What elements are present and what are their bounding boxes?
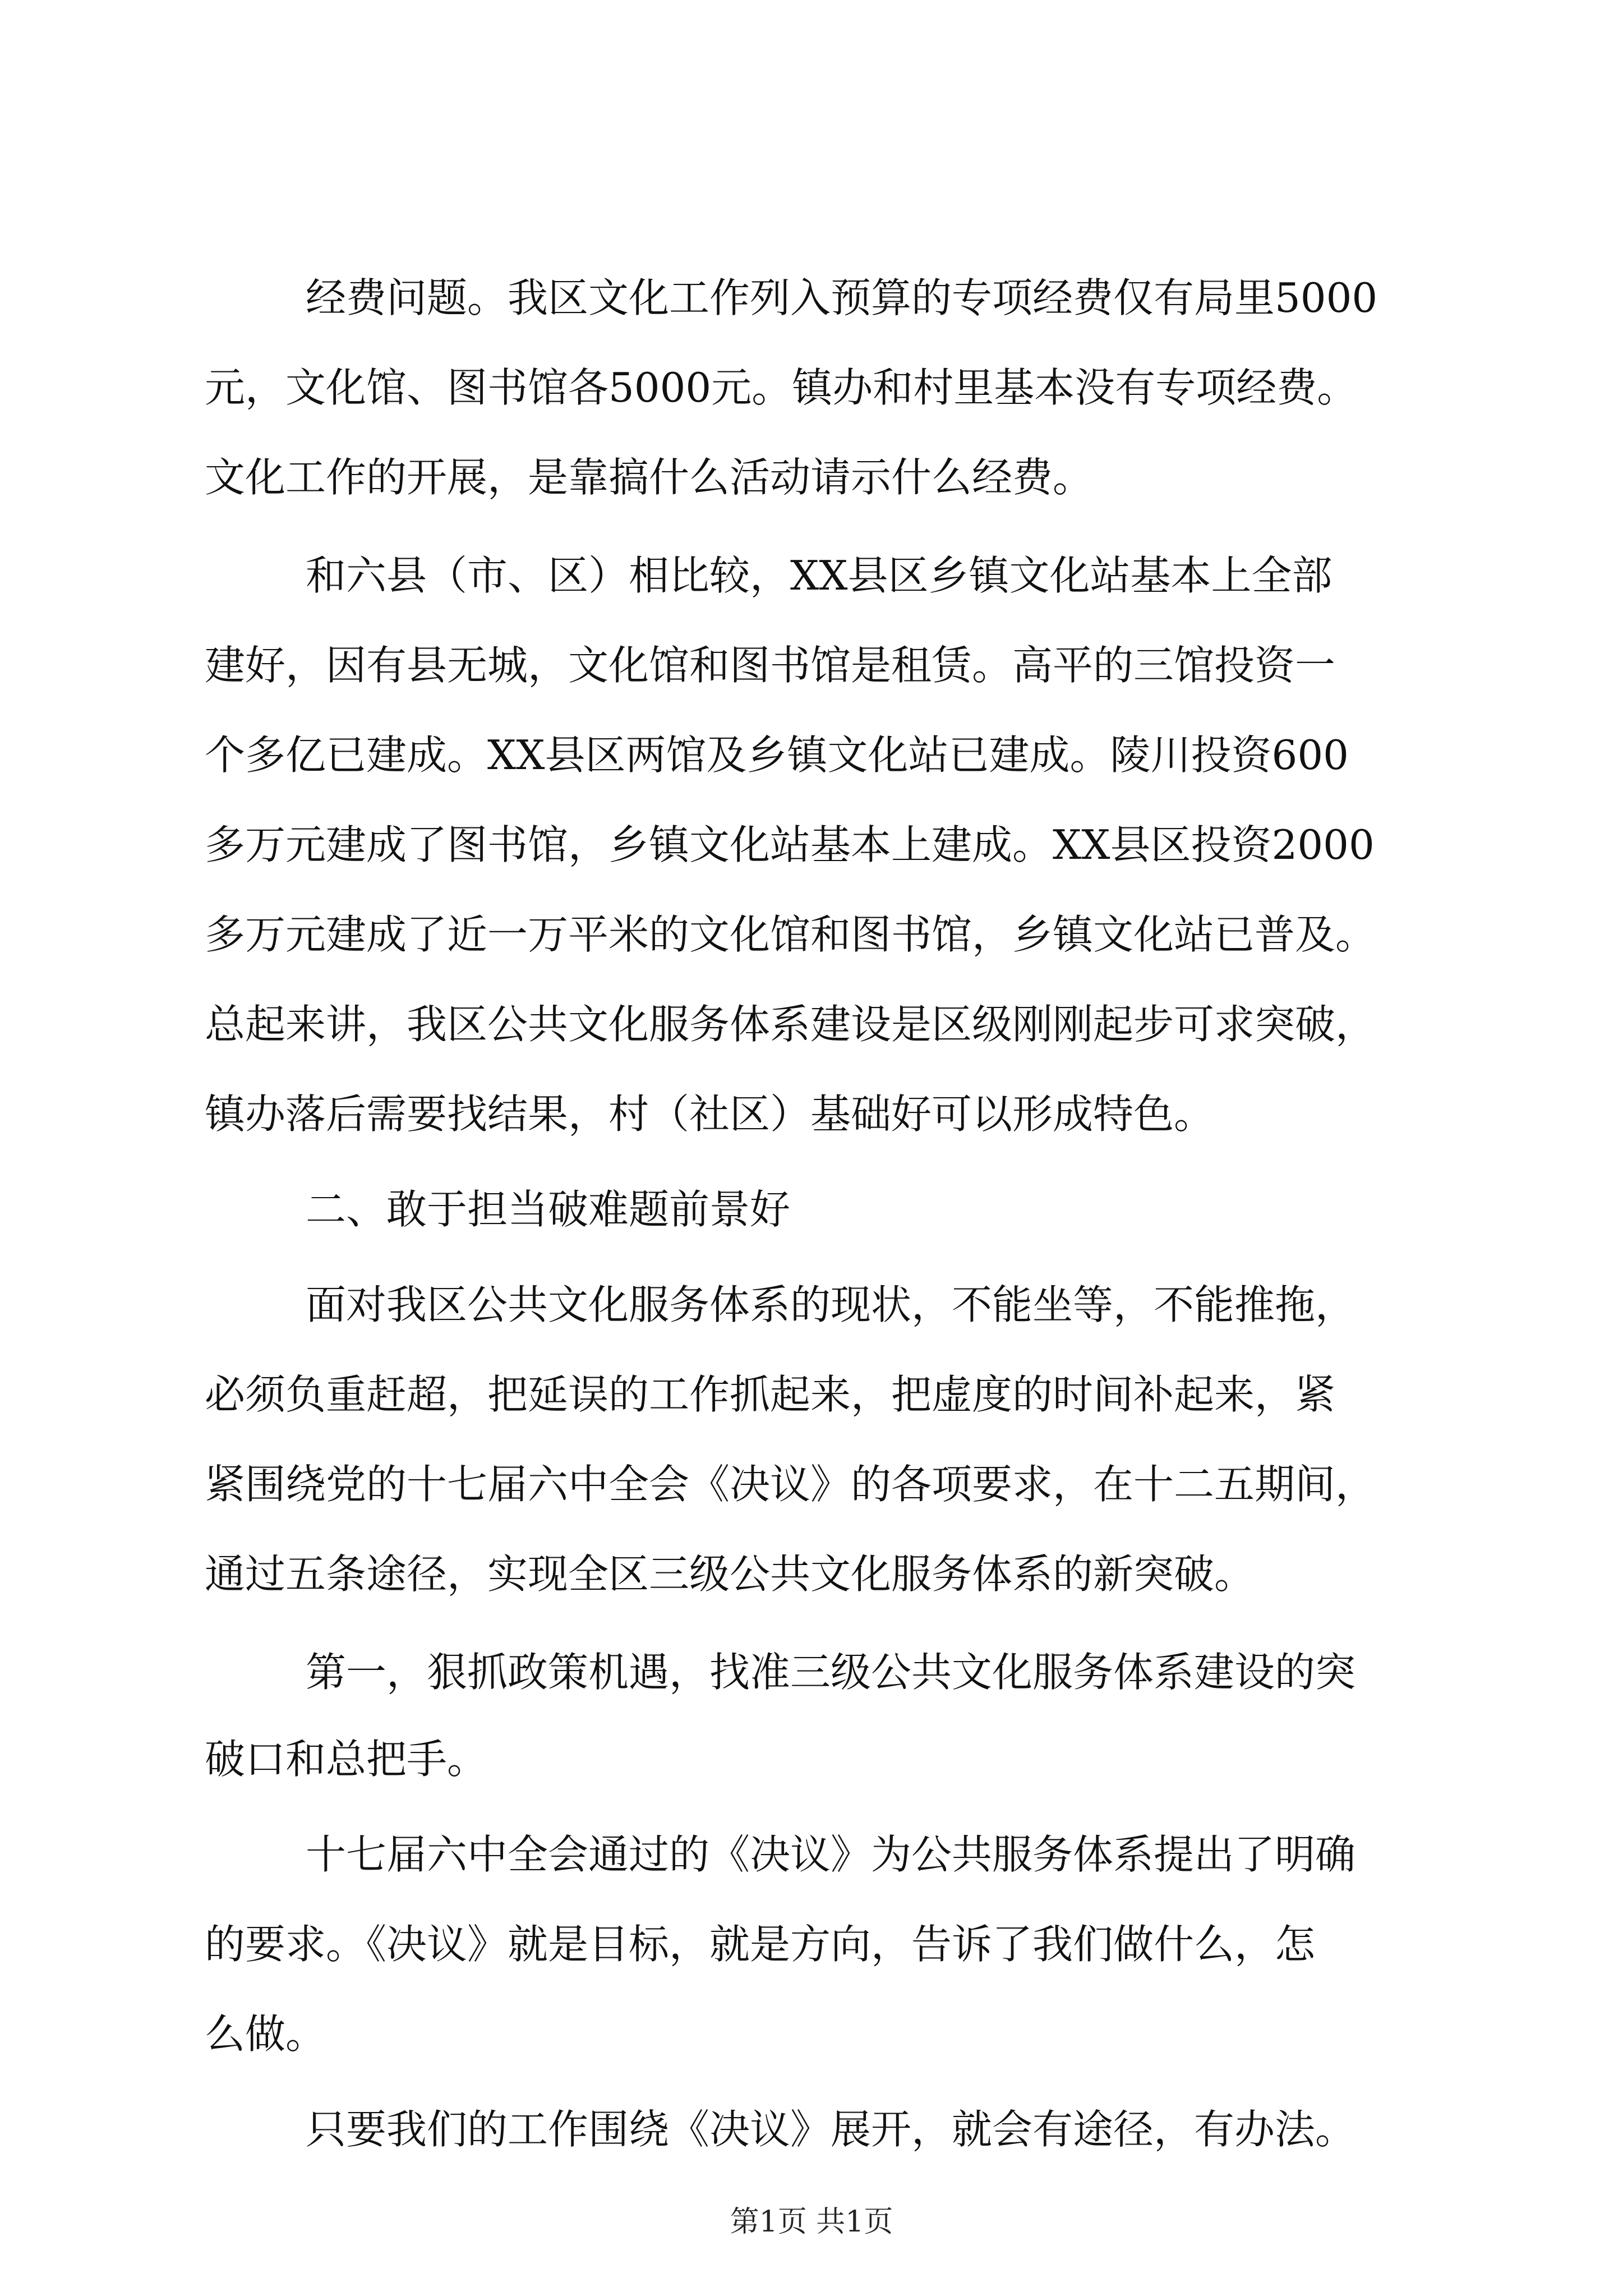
text-line: 紧围绕党的十七届六中全会《决议》的各项要求，在十二五期间， [205, 1461, 1376, 1508]
text-line: 建好，因有县无城，文化馆和图书馆是租赁。高平的三馆投资一 [205, 642, 1336, 689]
text-line: 文化工作的开展，是靠搞什么活动请示什么经费。 [205, 454, 1094, 501]
text-line: 破口和总把手。 [205, 1736, 488, 1783]
text-line: 多万元建成了图书馆，乡镇文化站基本上建成。XX县区投资2000 [205, 821, 1375, 868]
text-line: 的要求。《决议》就是目标，就是方向，告诉了我们做什么，怎 [205, 1921, 1316, 1968]
text-line: 镇办落后需要找结果，村（社区）基础好可以形成特色。 [205, 1091, 1215, 1138]
section-heading: 二、敢于担当破难题前景好 [306, 1186, 791, 1233]
text-line: 只要我们的工作围绕《决议》展开，就会有途径，有办法。 [306, 2106, 1356, 2153]
text-line: 第一，狠抓政策机遇，找准三级公共文化服务体系建设的突 [306, 1649, 1356, 1696]
text-line: 元，文化馆、图书馆各5000元。镇办和村里基本没有专项经费。 [205, 364, 1358, 411]
text-line: 面对我区公共文化服务体系的现状，不能坐等，不能推拖， [306, 1281, 1356, 1328]
text-line: 经费问题。我区文化工作列入预算的专项经费仅有局里5000 [306, 274, 1378, 321]
text-line: 十七届六中全会通过的《决议》为公共服务体系提出了明确 [306, 1831, 1356, 1878]
text-line: 必须负重赶超，把延误的工作抓起来，把虚度的时间补起来，紧 [205, 1371, 1336, 1418]
text-line: 个多亿已建成。XX县区两馆及乡镇文化站已建成。陵川投资600 [205, 731, 1349, 779]
text-line: 和六县（市、区）相比较，XX县区乡镇文化站基本上全部 [306, 552, 1332, 599]
text-line: 多万元建成了近一万平米的文化馆和图书馆，乡镇文化站已普及。 [205, 911, 1376, 958]
page-footer: 第1页 共1页 [730, 2205, 893, 2239]
text-line: 总起来讲，我区公共文化服务体系建设是区级刚刚起步可求突破， [205, 1001, 1376, 1048]
text-line: 通过五条途径，实现全区三级公共文化服务体系的新突破。 [205, 1550, 1255, 1598]
text-line: 么做。 [205, 2010, 326, 2058]
